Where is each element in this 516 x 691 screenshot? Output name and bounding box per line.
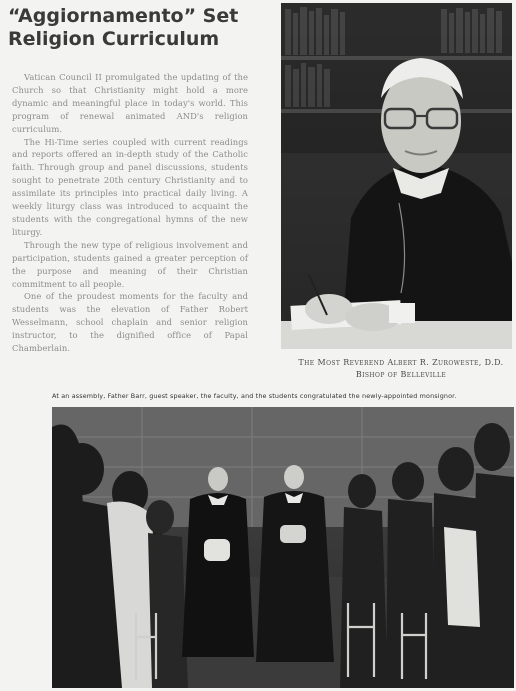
page-title-line-1: “Aggiornamento” Set <box>8 5 239 27</box>
bishop-portrait-photo <box>281 3 512 349</box>
article-paragraph: Through the new type of religious involvement and participation, students gained a greater perception of the purpose and meaning of their Christian commitment to all people. <box>12 239 248 289</box>
assembly-illustration <box>52 407 514 688</box>
assembly-photo <box>52 407 514 688</box>
page-title-line-2: Religion Curriculum <box>8 28 220 50</box>
bishop-photo-caption <box>290 357 512 381</box>
article-paragraph: One of the proudest moments for the faculty and students was the elevation of Father Robert Wesselmann, school chaplain and senior religion instructor, to the dignified office of Papal Chamberlain. <box>12 291 248 354</box>
article-paragraph: Vatican Council II promulgated the updating of the Church so that Christianity might hold a more dynamic and meaningful place in today's world. This program of renewal animated AND's religion curriculum. <box>12 72 248 134</box>
bishop-caption-line-1: The Most Reverend Albert R. Zuroweste, D.D. <box>298 358 504 367</box>
page-title <box>8 5 276 51</box>
article-paragraph: The Hi-Time series coupled with current readings and reports offered an in-depth study of the Catholic faith. Through group and panel discussions, students sought to penetrate 20th century Christianity and to assimilate its principles into practical daily living. A weekly liturgy class was introduced to acquaint the students with the congregational hymns of the new liturgy. <box>12 136 248 237</box>
article-body <box>12 71 248 355</box>
bishop-portrait-illustration <box>281 3 512 349</box>
assembly-photo-caption: At an assembly, Father Barr, guest speaker, the faculty, and the students congratulated the newly-appointed monsignor. <box>52 392 457 400</box>
bishop-caption-line-2: Bishop of Belleville <box>355 370 447 379</box>
